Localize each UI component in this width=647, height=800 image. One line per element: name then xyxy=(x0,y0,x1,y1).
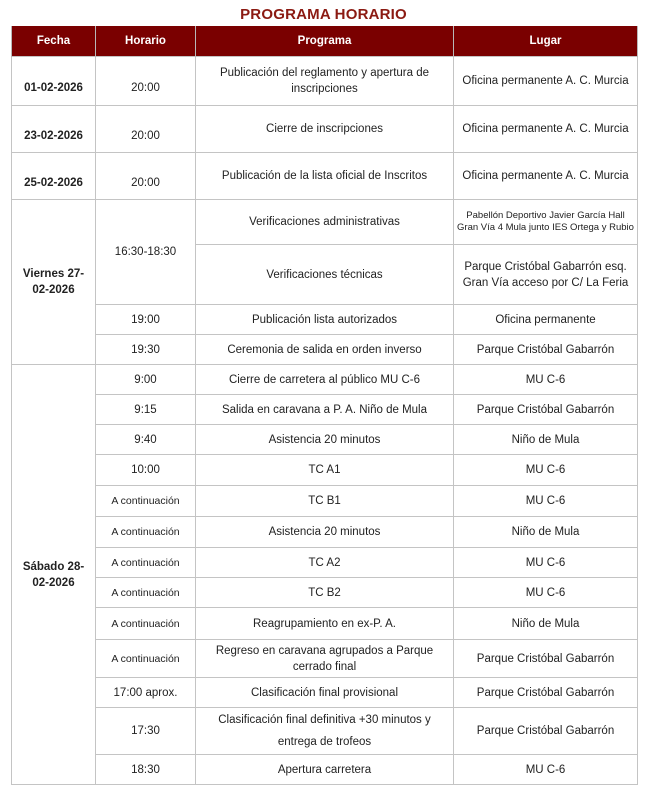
header-programa: Programa xyxy=(196,26,454,57)
lugar-cell: Oficina permanente A. C. Murcia xyxy=(454,153,638,200)
programa-cell: Asistencia 20 minutos xyxy=(196,517,454,548)
table-header-row xyxy=(12,26,638,57)
programa-cell: Asistencia 20 minutos xyxy=(196,425,454,455)
programa-cell: Apertura carretera xyxy=(196,755,454,785)
horario-cell: A continuación xyxy=(96,608,196,640)
lugar-cell: Niño de Mula xyxy=(454,425,638,455)
horario-cell: 16:30-18:30 xyxy=(96,200,196,305)
programa-cell: Clasificación final provisional xyxy=(196,678,454,708)
horario-cell: A continuación xyxy=(96,578,196,608)
header-fecha: Fecha xyxy=(12,26,96,57)
lugar-cell: MU C-6 xyxy=(454,455,638,486)
horario-cell: 10:00 xyxy=(96,455,196,486)
lugar-cell: MU C-6 xyxy=(454,365,638,395)
horario-cell: 9:00 xyxy=(96,365,196,395)
lugar-cell: MU C-6 xyxy=(454,486,638,517)
programa-cell: TC A2 xyxy=(196,548,454,578)
programa-cell: Salida en caravana a P. A. Niño de Mula xyxy=(196,395,454,425)
programa-cell: Clasificación final definitiva +30 minutos y entrega de trofeos xyxy=(196,708,454,755)
horario-cell: 20:00 xyxy=(96,106,196,153)
programa-cell: TC A1 xyxy=(196,455,454,486)
lugar-cell: Niño de Mula xyxy=(454,517,638,548)
horario-cell: 17:00 aprox. xyxy=(96,678,196,708)
table-row xyxy=(12,365,638,395)
table-row xyxy=(12,640,638,678)
horario-cell: A continuación xyxy=(96,640,196,678)
table-row xyxy=(12,548,638,578)
table-row xyxy=(12,578,638,608)
table-row xyxy=(12,153,638,200)
header-horario: Horario xyxy=(96,26,196,57)
lugar-cell: Parque Cristóbal Gabarrón xyxy=(454,335,638,365)
lugar-cell: Parque Cristóbal Gabarrón esq. Gran Vía acceso por C/ La Feria xyxy=(454,245,638,305)
fecha-cell: 23-02-2026 xyxy=(12,106,96,153)
table-row xyxy=(12,335,638,365)
table-row xyxy=(12,486,638,517)
lugar-cell: Parque Cristóbal Gabarrón xyxy=(454,678,638,708)
fecha-cell: 25-02-2026 xyxy=(12,153,96,200)
lugar-cell: MU C-6 xyxy=(454,578,638,608)
horario-cell: A continuación xyxy=(96,548,196,578)
table-row xyxy=(12,106,638,153)
table-row xyxy=(12,200,638,245)
programa-cell: Publicación lista autorizados xyxy=(196,305,454,335)
horario-cell: 19:30 xyxy=(96,335,196,365)
table-row xyxy=(12,755,638,785)
page-title: PROGRAMA HORARIO xyxy=(240,6,407,23)
fecha-cell-viernes: Viernes 27-02-2026 xyxy=(12,200,96,365)
programa-cell: Cierre de inscripciones xyxy=(196,106,454,153)
lugar-cell: Niño de Mula xyxy=(454,608,638,640)
programa-cell: Ceremonia de salida en orden inverso xyxy=(196,335,454,365)
table-row xyxy=(12,395,638,425)
programa-cell: TC B1 xyxy=(196,486,454,517)
horario-cell: 20:00 xyxy=(96,153,196,200)
table-row xyxy=(12,517,638,548)
programa-cell: Cierre de carretera al público MU C-6 xyxy=(196,365,454,395)
horario-cell: 19:00 xyxy=(96,305,196,335)
fecha-cell-sabado: Sábado 28-02-2026 xyxy=(12,365,96,785)
table-row xyxy=(12,455,638,486)
horario-cell: A continuación xyxy=(96,486,196,517)
programa-cell: Reagrupamiento en ex-P. A. xyxy=(196,608,454,640)
programa-cell: Publicación de la lista oficial de Inscritos xyxy=(196,153,454,200)
table-row xyxy=(12,678,638,708)
lugar-cell: Parque Cristóbal Gabarrón xyxy=(454,395,638,425)
header-lugar: Lugar xyxy=(454,26,638,57)
horario-cell: 20:00 xyxy=(96,57,196,106)
horario-cell: 9:40 xyxy=(96,425,196,455)
lugar-cell: MU C-6 xyxy=(454,548,638,578)
lugar-cell: MU C-6 xyxy=(454,755,638,785)
horario-cell: 9:15 xyxy=(96,395,196,425)
horario-cell: 17:30 xyxy=(96,708,196,755)
programa-cell: TC B2 xyxy=(196,578,454,608)
lugar-cell: Oficina permanente xyxy=(454,305,638,335)
lugar-cell: Oficina permanente A. C. Murcia xyxy=(454,57,638,106)
table-row xyxy=(12,425,638,455)
table-row xyxy=(12,708,638,755)
lugar-cell: Parque Cristóbal Gabarrón xyxy=(454,640,638,678)
lugar-cell: Pabellón Deportivo Javier García Hall Gran Vía 4 Mula junto IES Ortega y Rubio xyxy=(454,200,638,245)
table-row xyxy=(12,305,638,335)
programa-cell: Publicación del reglamento y apertura de inscripciones xyxy=(196,57,454,106)
fecha-cell: 01-02-2026 xyxy=(12,57,96,106)
table-row xyxy=(12,608,638,640)
horario-cell: 18:30 xyxy=(96,755,196,785)
lugar-cell: Oficina permanente A. C. Murcia xyxy=(454,106,638,153)
schedule-table xyxy=(11,26,638,785)
programa-cell: Verificaciones administrativas xyxy=(196,200,454,245)
horario-cell: A continuación xyxy=(96,517,196,548)
lugar-cell: Parque Cristóbal Gabarrón xyxy=(454,708,638,755)
programa-cell: Regreso en caravana agrupados a Parque cerrado final xyxy=(196,640,454,678)
table-row xyxy=(12,57,638,106)
programa-cell: Verificaciones técnicas xyxy=(196,245,454,305)
